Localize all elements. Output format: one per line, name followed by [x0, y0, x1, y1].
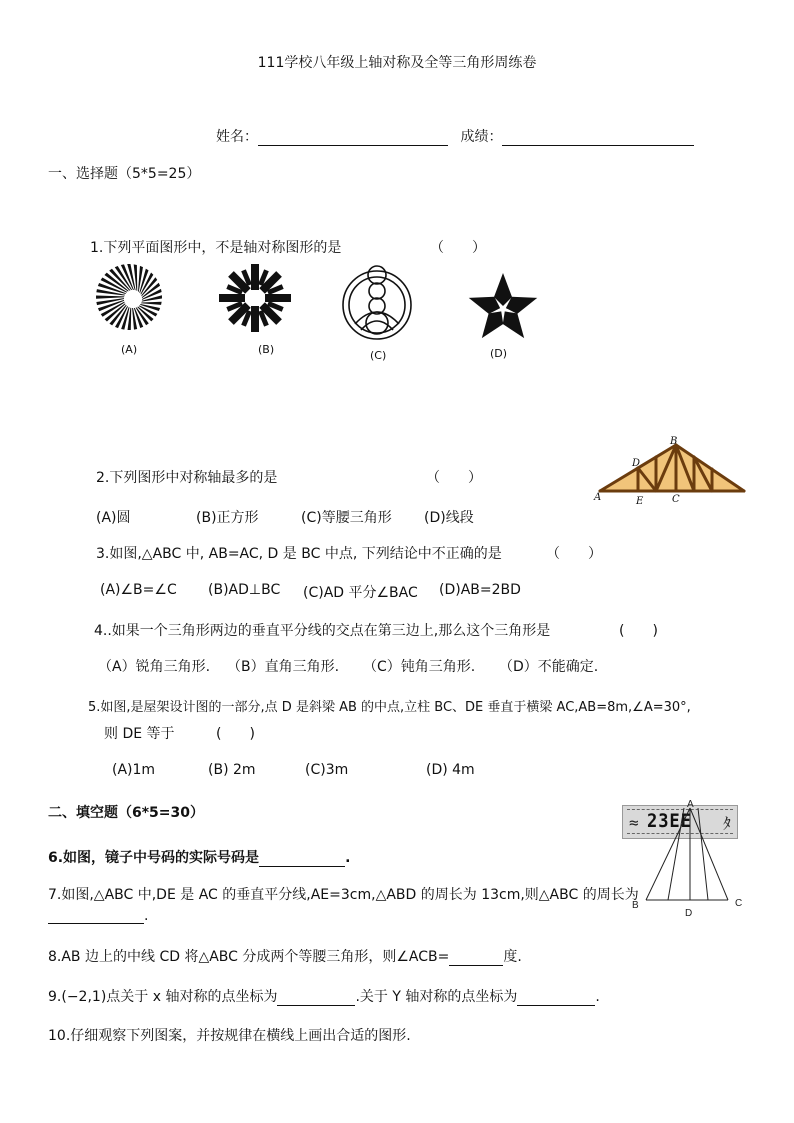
- tri-label-b: B: [632, 900, 639, 911]
- q8-row: [48, 946, 522, 966]
- mirror-slash-left: ≈: [629, 813, 639, 832]
- name-row: [216, 126, 694, 146]
- q3-option-a[interactable]: (A)∠B=∠C: [100, 582, 177, 598]
- q9-blank-y[interactable]: [517, 991, 595, 1006]
- q3-option-d[interactable]: (D)AB=2BD: [439, 582, 521, 598]
- q1-label-c: (C): [370, 349, 387, 362]
- q4-option-d[interactable]: （D）不能确定.: [499, 659, 599, 675]
- q2-text: 2.下列图形中对称轴最多的是: [96, 470, 278, 486]
- truss-label-d: D: [632, 458, 641, 469]
- sunburst-spoke: [96, 296, 124, 299]
- sunburst-spoke: [132, 308, 137, 330]
- section1-heading: 一、选择题（5*5=25）: [48, 166, 201, 182]
- q4-text: 4..如果一个三角形两边的垂直平分线的交点在第三边上,那么这个三角形是: [94, 623, 551, 639]
- q3-option-b[interactable]: (B)AD⊥BC: [208, 582, 281, 598]
- q7-end: .: [144, 908, 149, 924]
- q6-blank[interactable]: [259, 852, 345, 867]
- q8-end: 度.: [503, 949, 522, 965]
- tri-label-a: A: [687, 799, 694, 810]
- q5-option-d[interactable]: (D) 4m: [426, 762, 475, 778]
- q5-option-c[interactable]: (C)3m: [305, 762, 349, 778]
- name-blank[interactable]: [258, 131, 448, 146]
- q1-answer-paren[interactable]: （ ）: [430, 240, 486, 256]
- q7-row2: [48, 908, 148, 924]
- sunburst-spoke: [141, 302, 162, 305]
- q6-text: 6.如图，镜子中号码的实际号码是: [48, 850, 260, 866]
- q1-label-d: (D): [490, 347, 508, 360]
- q1-figure-a: [94, 262, 164, 332]
- q9-text-2: .关于 Y 轴对称的点坐标为: [355, 989, 518, 1005]
- q5-option-a[interactable]: (A)1m: [112, 762, 156, 778]
- score-label: 成绩：: [460, 129, 503, 145]
- q2-option-a[interactable]: (A)圆: [96, 510, 131, 526]
- q4-option-c[interactable]: （C）钝角三角形.: [363, 659, 476, 675]
- q6-end: .: [345, 850, 351, 866]
- q9-blank-x[interactable]: [277, 991, 355, 1006]
- q1-text: 1.下列平面图形中，不是轴对称图形的是: [90, 240, 342, 256]
- q7-blank[interactable]: [48, 909, 144, 924]
- q5-answer-paren[interactable]: ( ): [216, 726, 255, 742]
- score-blank[interactable]: [502, 131, 694, 146]
- tri-label-d: D: [685, 908, 693, 919]
- q4-option-b[interactable]: （B）直角三角形.: [227, 659, 340, 675]
- q8-blank[interactable]: [449, 951, 503, 966]
- name-label: 姓名：: [216, 129, 258, 145]
- q5-text-2: 则 DE 等于: [104, 726, 175, 742]
- q3-answer-paren[interactable]: （ ）: [546, 546, 602, 562]
- q9-end: .: [595, 989, 600, 1005]
- q1-figure-c: [341, 260, 413, 346]
- q2-option-d[interactable]: (D)线段: [424, 510, 474, 526]
- truss-label-a: A: [594, 492, 602, 503]
- mirror-slash-right: ﾀ: [722, 814, 731, 833]
- roof-truss-figure: [594, 436, 750, 508]
- q5-text: 5.如图,是屋架设计图的一部分,点 D 是斜梁 AB 的中点,立柱 BC、DE 垂直于横梁 AC,AB=8m,∠A=30°,: [88, 700, 691, 715]
- section2-heading: 二、填空题（6*5=30）: [48, 805, 205, 821]
- q1-figure-b: [217, 262, 293, 334]
- q9-row: [48, 986, 600, 1006]
- q4-option-a[interactable]: （A）锐角三角形.: [98, 659, 211, 675]
- page-title: 111学校八年级上轴对称及全等三角形周练卷: [257, 55, 537, 71]
- q1-label-b: (B): [258, 343, 275, 356]
- mirror-number-text: 23EE: [647, 810, 692, 832]
- truss-label-c: C: [672, 494, 680, 505]
- q6-row: [48, 847, 350, 867]
- q7-text: 7.如图,△ABC 中,DE 是 AC 的垂直平分线,AE=3cm,△ABD 的周长为 13cm,则△ABC 的周长为: [48, 887, 639, 903]
- q3-text: 3.如图,△ABC 中, AB=AC, D 是 BC 中点, 下列结论中不正确的是: [96, 546, 502, 562]
- q5-option-b[interactable]: (B) 2m: [208, 762, 256, 778]
- sunburst-spoke: [138, 266, 143, 292]
- q1-label-a: (A): [121, 343, 138, 356]
- truss-label-b: B: [670, 436, 678, 447]
- q2-option-c[interactable]: (C)等腰三角形: [301, 510, 392, 526]
- q2-answer-paren[interactable]: （ ）: [426, 470, 482, 486]
- q10-text: 10.仔细观察下列图案，并按规律在横线上画出合适的图形.: [48, 1028, 411, 1044]
- tri-label-c: C: [735, 898, 743, 909]
- q4-answer-paren[interactable]: ( ): [619, 623, 658, 639]
- q8-text: 8.AB 边上的中线 CD 将△ABC 分成两个等腰三角形，则∠ACB=: [48, 949, 450, 965]
- q2-option-b[interactable]: (B)正方形: [196, 510, 259, 526]
- q9-text-1: 9.(−2,1)点关于 x 轴对称的点坐标为: [48, 989, 278, 1005]
- q3-option-c[interactable]: (C)AD 平分∠BAC: [303, 585, 418, 601]
- q1-figure-d: [460, 271, 546, 341]
- truss-label-e: E: [636, 496, 644, 507]
